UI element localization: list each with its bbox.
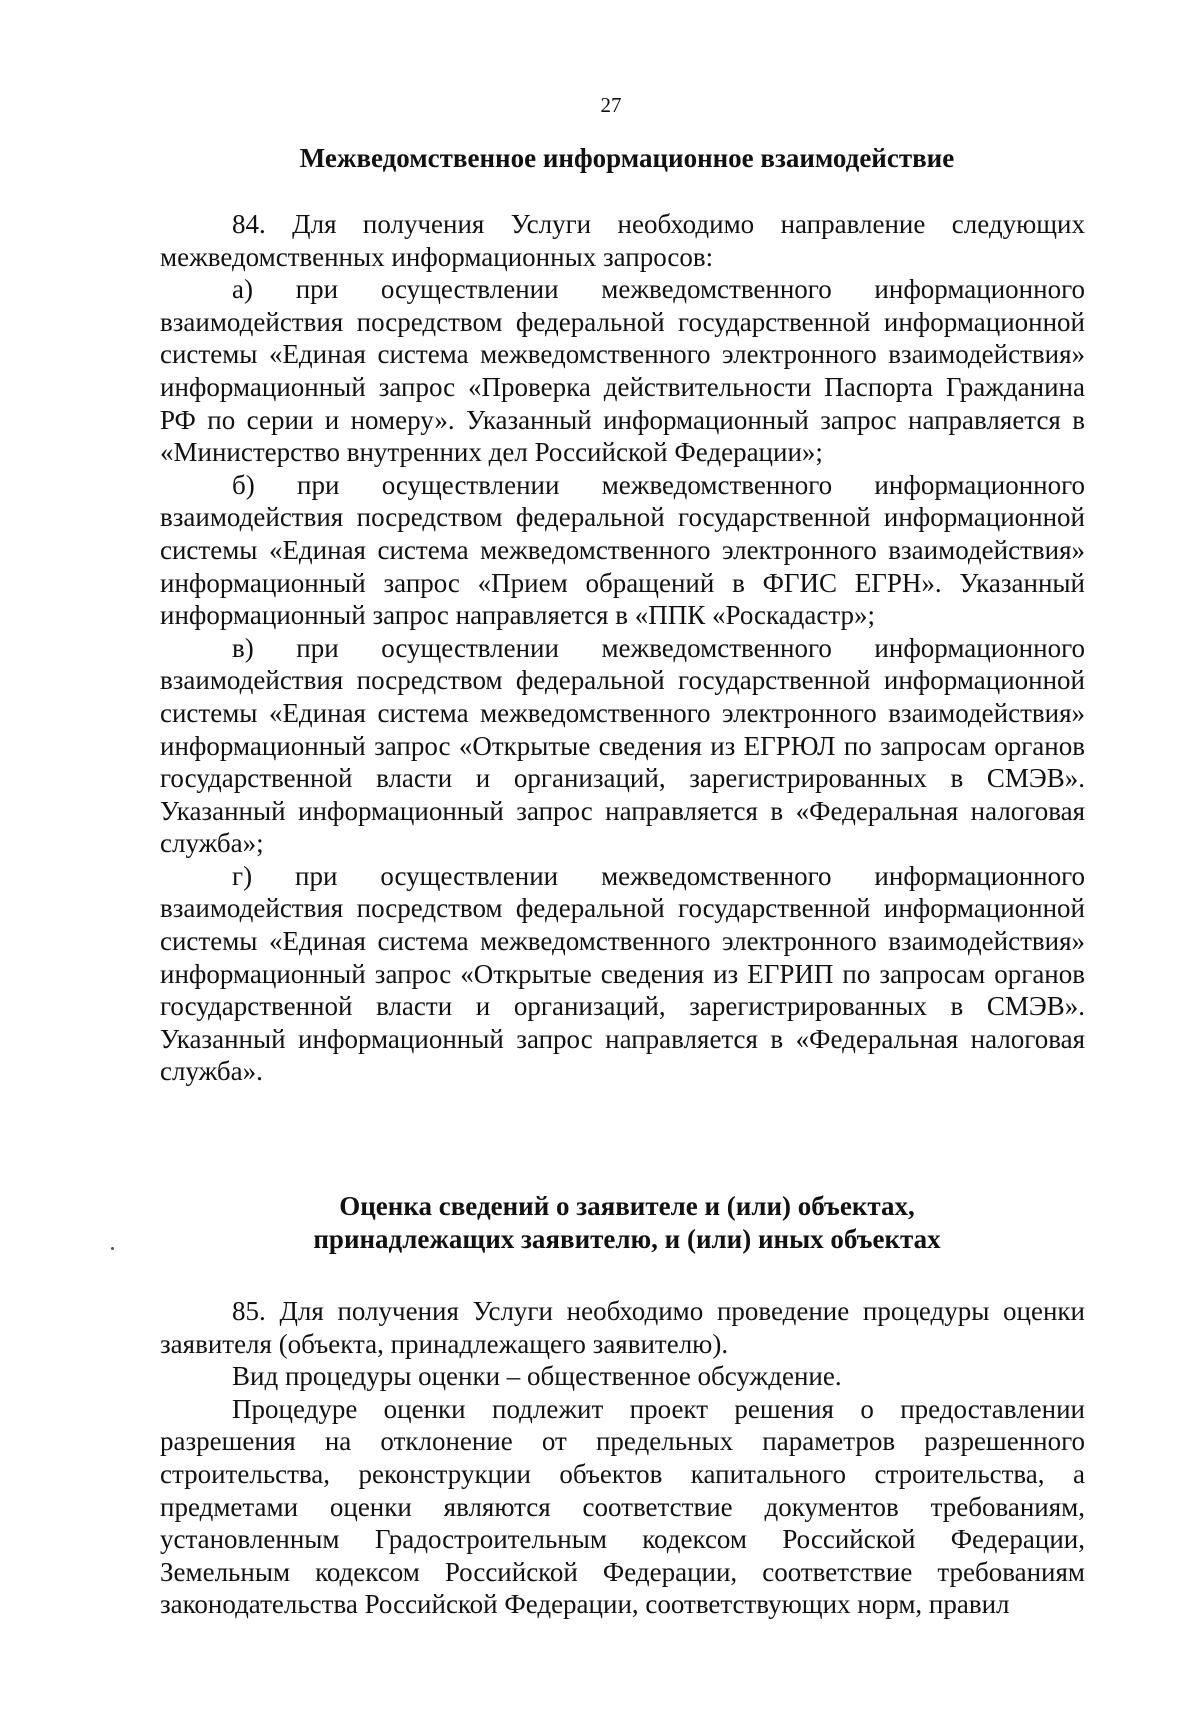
section-heading-assessment (160, 1190, 1094, 1256)
scan-speck (111, 1247, 114, 1250)
section-heading-interagency: Межведомственное информационное взаимодействие (299, 143, 955, 173)
item-a: а) при осуществлении межведомственного информационного взаимодействия посредством федеральной государственной информационной системы «Единая система межведомственного электронного взаимодействия» информационный запрос «Проверка действительности Паспорта Гражданина РФ по серии и номеру». Указанный информационный запрос направляется в «Министерство внутренних дел Российской Федерации»; (160, 274, 1085, 468)
paragraph-procedure-type: Вид процедуры оценки – общественное обсуждение. (232, 1361, 842, 1392)
section-body-assessment (160, 1295, 1085, 1621)
paragraph-85: 85. Для получения Услуги необходимо проведение процедуры оценки заявителя (объекта, принадлежащего заявителю). (160, 1296, 1085, 1359)
paragraph-84: 84. Для получения Услуги необходимо направление следующих межведомственных информационных запросов: (160, 209, 1085, 272)
item-g: г) при осуществлении межведомственного информационного взаимодействия посредством федеральной государственной информационной системы «Единая система межведомственного электронного взаимодействия» информационный запрос «Открытые сведения из ЕГРИП по запросам органов государственной власти и организаций, зарегистрированных в СМЭВ». Указанный информационный запрос направляется в «Федеральная налоговая служба». (160, 860, 1085, 1087)
item-v: в) при осуществлении межведомственного информационного взаимодействия посредством федеральной государственной информационной системы «Единая система межведомственного электронного взаимодействия» информационный запрос «Открытые сведения из ЕГРЮЛ по запросам органов государственной власти и организаций, зарегистрированных в СМЭВ». Указанный информационный запрос направляется в «Федеральная налоговая служба»; (160, 632, 1085, 859)
item-b: б) при осуществлении межведомственного информационного взаимодействия посредством федеральной государственной информационной системы «Единая система межведомственного электронного взаимодействия» информационный запрос «Прием обращений в ФГИС ЕГРН». Указанный информационный запрос направляется в «ППК «Роскадастр»; (160, 469, 1085, 631)
section-body-interagency (160, 208, 1085, 1088)
section-heading-assessment-line-2: принадлежащих заявителю, и (или) иных объектах (313, 1224, 941, 1254)
page-number: 27 (600, 93, 622, 117)
paragraph-procedure-subject: Процедуре оценки подлежит проект решения о предоставлении разрешения на отклонение от предельных параметров разрешенного строительства, реконструкции объектов капитального строительства, а предметами оценки являются соответствие документов требованиям, установленным Градостроительным кодексом Российской Федерации, Земельным кодексом Российской Федерации, соответствие требованиям законодательства Российской Федерации, соответствующих норм, правил (160, 1393, 1085, 1620)
section-heading-assessment-line-1: Оценка сведений о заявителе и (или) объектах, (339, 1191, 915, 1221)
